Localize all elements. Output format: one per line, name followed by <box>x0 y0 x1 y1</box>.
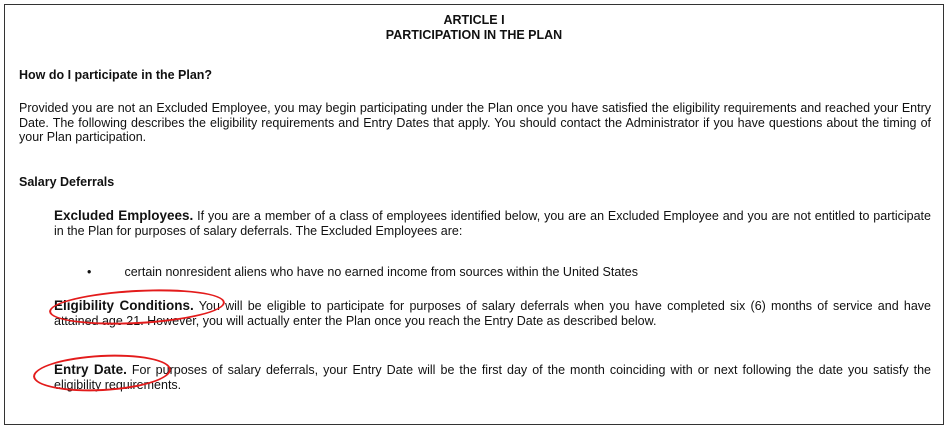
bullet-icon: • <box>87 265 92 279</box>
intro-paragraph: Provided you are not an Excluded Employee, you may begin participating under the Plan once you have satisfied the eligibility requirements and reached your Entry Date. The following describes the eligibility requirements and Entry Dates that apply. You should contact the Administrator if you have questions about the timing of your Plan participation. <box>19 101 931 145</box>
excluded-employees-lead: Excluded Employees. <box>54 208 194 223</box>
question-heading: How do I participate in the Plan? <box>19 68 213 82</box>
eligibility-conditions-text: You will be eligible to participate for purposes of salary deferrals when you have completed six (6) months of service and have attained age 21. However, you will actually enter the Plan once you reach the Entry Date as described below. <box>54 299 931 328</box>
excluded-employees-paragraph <box>54 209 931 238</box>
document-frame <box>4 4 944 425</box>
entry-date-lead: Entry Date. <box>54 362 127 377</box>
entry-date-text: For purposes of salary deferrals, your Entry Date will be the first day of the month coinciding with or next following the date you satisfy the eligibility requirements. <box>54 363 931 392</box>
salary-deferrals-heading: Salary Deferrals <box>19 175 115 189</box>
article-title: PARTICIPATION IN THE PLAN <box>385 28 563 42</box>
list-item <box>87 265 638 279</box>
eligibility-conditions-paragraph <box>54 299 931 328</box>
bullet-text: certain nonresident aliens who have no earned income from sources within the United States <box>124 265 638 279</box>
excluded-employees-text: If you are a member of a class of employees identified below, you are an Excluded Employee and you are not entitled to participate in the Plan for purposes of salary deferrals. The Excluded Employees are: <box>54 209 931 238</box>
eligibility-conditions-lead: Eligibility Conditions. <box>54 298 194 313</box>
entry-date-paragraph <box>54 363 931 392</box>
article-number: ARTICLE I <box>443 13 505 27</box>
